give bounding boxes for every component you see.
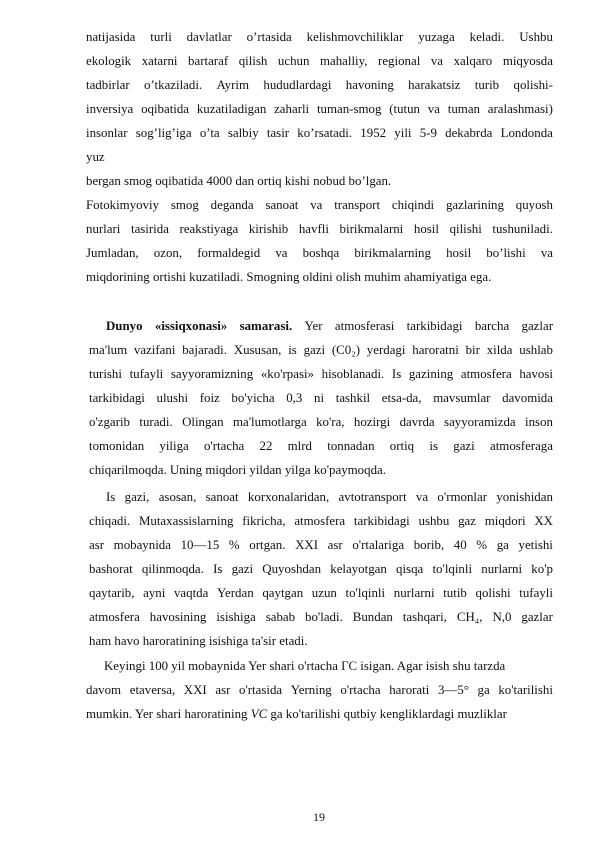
word: tufayli <box>129 367 164 381</box>
word: turadi. <box>139 415 173 429</box>
word: xatarni <box>141 54 178 68</box>
p3-line-3 <box>89 366 553 382</box>
word: tonnadan <box>327 439 375 453</box>
word: yili <box>394 126 412 140</box>
word: dekabrda <box>445 126 493 140</box>
word: «ko'rpasi» <box>260 367 314 381</box>
word: etaversa, <box>129 683 176 697</box>
word: yuzaga <box>418 30 455 44</box>
word: bo'yicha <box>231 391 275 405</box>
word: % <box>228 538 240 552</box>
word: ulushi <box>156 391 189 405</box>
word: tushuniladi. <box>492 222 553 236</box>
word: qilinmoqda. <box>141 562 204 576</box>
word: zaharli <box>274 102 310 116</box>
word: (C0₂) <box>331 343 360 357</box>
word: qolishi- <box>513 78 553 92</box>
word: chiqindi <box>391 198 435 212</box>
word: qaytarib, <box>89 586 135 600</box>
word: % <box>476 538 488 552</box>
word: 40 <box>453 538 467 552</box>
p5-line-1: Keyingi 100 yil mobaynida Yer shari o'rtacha ГС isigan. Agar isish shu tarzda <box>104 659 506 673</box>
word: deganda <box>210 198 254 212</box>
p4-line-3 <box>89 537 553 553</box>
p5-line-3-end: ga ko'tarilishi qutbiy kengliklardagi muzliklar <box>267 707 507 721</box>
p2-line-3 <box>86 245 553 261</box>
word: harorati <box>389 683 430 697</box>
word: turli <box>150 30 172 44</box>
word: xalqaro <box>453 54 493 68</box>
word: ushlab <box>519 343 553 357</box>
word: hosil <box>446 246 472 260</box>
word: davlatlar <box>186 30 232 44</box>
word: ko'tarilishi <box>498 683 553 697</box>
word: tufayli <box>519 586 553 600</box>
p3-line-7: chiqarilmoqda. Uning miqdori yildan yilga ko'paymoqda. <box>89 463 386 477</box>
word: asr <box>327 538 343 552</box>
word: 3—5° <box>437 683 469 697</box>
word: yerdagi <box>366 343 406 357</box>
word: regional <box>378 54 421 68</box>
word: harakatsiz <box>408 78 461 92</box>
word: is <box>429 439 438 453</box>
word: birikmalarning <box>354 246 431 260</box>
word: havfli <box>298 222 329 236</box>
p4-line-7: ham havo haroratining isishiga ta'sir etadi. <box>89 634 308 648</box>
word: Yerdan <box>217 586 254 600</box>
word: tutib <box>443 586 467 600</box>
word: avtotransport <box>338 490 407 504</box>
word: yiliga <box>159 439 189 453</box>
word: (tutun <box>389 102 420 116</box>
word: atmosfera <box>294 514 346 528</box>
word: o’ta <box>199 126 220 140</box>
word: tashkil <box>335 391 371 405</box>
word: birikmalarni <box>339 222 404 236</box>
word: o'zgarib <box>89 415 130 429</box>
word: bashorat <box>89 562 133 576</box>
p3-line-1 <box>106 318 553 334</box>
word: mobaynida <box>113 538 171 552</box>
word: hosil <box>413 222 439 236</box>
word: bo'ladi. <box>305 610 343 624</box>
word: Is <box>106 490 116 504</box>
word: ekologik <box>86 54 132 68</box>
word: Ushbu <box>519 30 553 44</box>
word: atmosfera <box>460 367 512 381</box>
p1-line-2 <box>86 53 553 69</box>
word: 0,3 <box>286 391 303 405</box>
word: va <box>427 102 440 116</box>
word: qilishi <box>449 222 482 236</box>
page-number: 19 <box>313 810 325 824</box>
word: gazining <box>408 367 454 381</box>
word: Mutaxassislarning <box>138 514 234 528</box>
italic-value: VC <box>250 707 268 721</box>
word: bajaradi. <box>182 343 227 357</box>
word: insonlar <box>86 126 128 140</box>
word: gazi, <box>124 490 150 504</box>
word: hududlardagi <box>263 78 332 92</box>
word: to'lqinli <box>345 586 386 600</box>
word: o'rtalariga <box>352 538 405 552</box>
word: turib <box>474 78 500 92</box>
word: sayyoramizning <box>170 367 254 381</box>
word: sanoat <box>265 198 299 212</box>
p4-line-6 <box>89 609 553 625</box>
word: XXI <box>183 683 207 697</box>
word: davrda <box>399 415 435 429</box>
word: inversiya <box>86 102 134 116</box>
p4-line-5 <box>89 585 553 601</box>
word: havosi <box>519 367 553 381</box>
word: bartaraf <box>188 54 229 68</box>
p2-line-4: miqdorining ortishi kuzatiladi. Smogning oldini olish muhim ahamiyatiga ega. <box>86 270 492 284</box>
word: Yerning <box>290 683 332 697</box>
word: havoning <box>345 78 394 92</box>
word: keladi. <box>469 30 505 44</box>
word: reakstiyaga <box>179 222 239 236</box>
word: ushbu <box>418 514 450 528</box>
word: Fotokimyoviy <box>86 198 160 212</box>
word: gazi <box>453 439 475 453</box>
word: turishi <box>89 367 122 381</box>
word: mahalliy, <box>319 54 368 68</box>
word: atmosferaga <box>489 439 553 453</box>
word: davomida <box>502 391 553 405</box>
word: N,0 <box>492 610 512 624</box>
word: 1952 <box>360 126 387 140</box>
word: transport <box>334 198 381 212</box>
word: ga <box>477 683 490 697</box>
heading-word: samarasi. <box>239 319 293 333</box>
word: gaz <box>458 514 476 528</box>
word: ko'p <box>531 562 553 576</box>
word: to'lqinli <box>432 562 473 576</box>
heading-word: Dunyo <box>106 319 143 333</box>
word: o’tkaziladi. <box>144 78 203 92</box>
word: barcha <box>474 319 510 333</box>
word: uzun <box>311 586 337 600</box>
word: qisqa <box>396 562 424 576</box>
word: hisoblanadi. <box>321 367 385 381</box>
word: tomonidan <box>89 439 145 453</box>
word: gazlarining <box>445 198 504 212</box>
word: havosining <box>149 610 207 624</box>
word: kelayotgan <box>330 562 387 576</box>
p1-line-5 <box>86 125 553 141</box>
word: borib, <box>413 538 445 552</box>
p1-line-6: yuz <box>86 150 105 164</box>
p1-line-7: bergan smog oqibatida 4000 dan ortiq kishi nobud bo’lgan. <box>86 174 392 188</box>
word: va <box>540 246 553 260</box>
word: nurlarni <box>481 562 523 576</box>
word: kirishib <box>248 222 289 236</box>
word: chiqadi. <box>89 514 131 528</box>
word: XXI <box>295 538 319 552</box>
p4-line-2 <box>89 513 553 529</box>
word: Ayrim <box>216 78 250 92</box>
word: gazi <box>303 343 326 357</box>
word: ozon, <box>153 246 183 260</box>
word: XX <box>534 514 553 528</box>
word: smog <box>170 198 199 212</box>
word: is <box>288 343 297 357</box>
word: ortiq <box>389 439 415 453</box>
word: tarkibidagi <box>89 391 145 405</box>
word: miqyosda <box>502 54 553 68</box>
word: tashqari, <box>402 610 447 624</box>
word: tuman <box>447 102 480 116</box>
p5-line-3-start: mumkin. Yer shari haroratining <box>86 707 251 721</box>
word: korxonalaridan, <box>247 490 330 504</box>
word: vazifani <box>133 343 176 357</box>
word: etsa-da, <box>381 391 422 405</box>
heading-word: «issiqxonasi» <box>154 319 228 333</box>
word: ni <box>314 391 325 405</box>
word: CH₄, <box>456 610 483 624</box>
word: nurlari <box>86 222 121 236</box>
word: asosan, <box>158 490 197 504</box>
word: yonishidan <box>496 490 553 504</box>
word: sabab <box>265 610 296 624</box>
word: oqibatida <box>141 102 190 116</box>
word: Quyoshdan <box>262 562 322 576</box>
p4-line-4 <box>89 561 553 577</box>
word: fikricha, <box>242 514 286 528</box>
word: qaytgan <box>262 586 304 600</box>
word: bo’lishi <box>486 246 526 260</box>
word: miqdori <box>484 514 526 528</box>
word: ko’rsatadi. <box>297 126 353 140</box>
word: ga <box>496 538 509 552</box>
word: isishiga <box>216 610 256 624</box>
word: foiz <box>199 391 220 405</box>
word: quyosh <box>515 198 553 212</box>
word: o’rtasida <box>246 30 292 44</box>
word: sayyoramizda <box>444 415 516 429</box>
p1-line-4 <box>86 101 553 117</box>
word: o'rtacha <box>204 439 245 453</box>
word: mlrd <box>287 439 313 453</box>
word: ma'lumotlarga <box>232 415 307 429</box>
word: Is <box>391 367 402 381</box>
word: atmosferasi <box>334 319 395 333</box>
word: ayni <box>143 586 166 600</box>
word: uchun <box>277 54 310 68</box>
p2-line-1 <box>86 197 553 213</box>
word: inson <box>525 415 553 429</box>
p5-line-2 <box>86 682 553 698</box>
word: Is <box>213 562 223 576</box>
word: Yer <box>304 319 323 333</box>
word: gazlar <box>521 319 553 333</box>
word: 10—15 <box>180 538 220 552</box>
word: tarkibidagi <box>406 319 463 333</box>
p2-line-2 <box>86 221 553 237</box>
word: va <box>310 198 323 212</box>
word: asr <box>215 683 231 697</box>
p3-line-2 <box>89 342 553 358</box>
word: tasir <box>266 126 290 140</box>
word: vaqtda <box>173 586 209 600</box>
word: boshqa <box>302 246 340 260</box>
word: xilda <box>486 343 513 357</box>
p3-line-6 <box>89 438 553 454</box>
word: qilish <box>238 54 268 68</box>
p4-line-1 <box>106 489 553 505</box>
word: ko'ra, <box>316 415 345 429</box>
word: Olingan <box>182 415 224 429</box>
word: tadbirlar <box>86 78 130 92</box>
word: o'rmonlar <box>437 490 487 504</box>
word: aralashmasi) <box>487 102 553 116</box>
p1-line-3 <box>86 77 553 93</box>
word: kelishmovchiliklar <box>306 30 404 44</box>
p5-line-3 <box>86 706 507 722</box>
word: yetishi <box>518 538 553 552</box>
word: va <box>275 246 288 260</box>
word: gazi <box>231 562 254 576</box>
word: bir <box>465 343 480 357</box>
word: atmosfera <box>89 610 140 624</box>
word: gazlar <box>521 610 553 624</box>
word: asr <box>89 538 105 552</box>
word: formaldegid <box>197 246 261 260</box>
word: tasirida <box>130 222 169 236</box>
word: va <box>415 490 429 504</box>
word: o'rtacha <box>340 683 381 697</box>
word: va <box>430 54 444 68</box>
word: mavsumlar <box>433 391 491 405</box>
word: Bundan <box>352 610 393 624</box>
word: tuman-smog <box>316 102 382 116</box>
word: salbiy <box>227 126 259 140</box>
word: ortgan. <box>249 538 286 552</box>
p1-line-1 <box>86 29 553 45</box>
word: Jumladan, <box>86 246 139 260</box>
word: nurlarni <box>393 586 435 600</box>
word: qolishi <box>475 586 511 600</box>
word: haroratni <box>412 343 459 357</box>
word: sanoat <box>205 490 239 504</box>
word: kuzatiladigan <box>196 102 267 116</box>
word: davom <box>86 683 122 697</box>
word: 22 <box>259 439 273 453</box>
word: Xususan, <box>233 343 282 357</box>
word: hozirgi <box>353 415 391 429</box>
word: ma'lum <box>89 343 128 357</box>
word: natijasida <box>86 30 136 44</box>
word: Londonda <box>500 126 553 140</box>
word: tarkibidagi <box>353 514 410 528</box>
p3-line-4 <box>89 390 553 406</box>
word: 5-9 <box>419 126 437 140</box>
p3-line-5 <box>89 414 553 430</box>
word: o'rtasida <box>239 683 283 697</box>
word: sog’lig’iga <box>135 126 192 140</box>
